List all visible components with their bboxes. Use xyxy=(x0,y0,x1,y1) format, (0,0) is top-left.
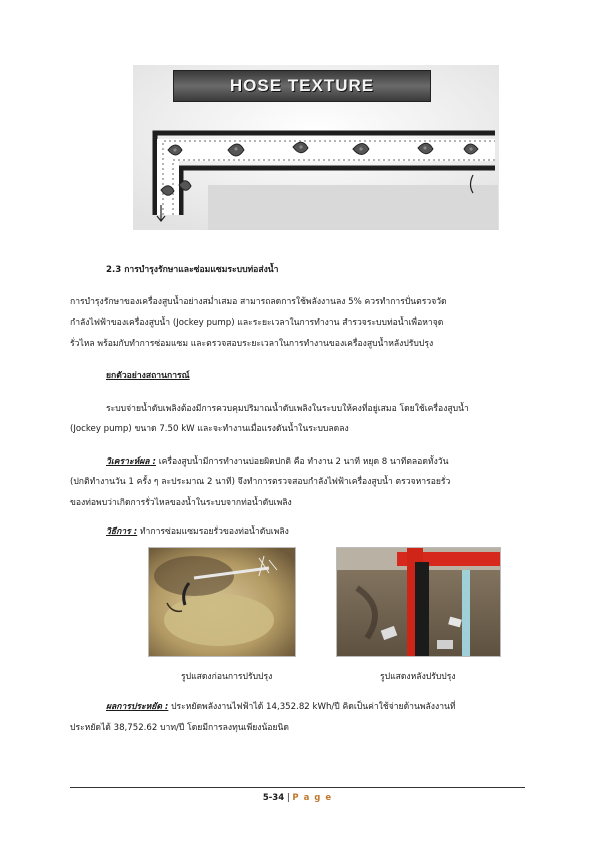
hose-texture-figure xyxy=(133,65,499,230)
footer-divider xyxy=(70,787,525,788)
photo-after-repair xyxy=(336,547,501,657)
analysis-line-1 xyxy=(106,456,448,468)
system-line-1: ระบบจ่ายน้ำดับเพลิงต้องมีการควบคุมปริมาณน้ำดับเพลิงในระบบให้คงที่อยู่เสมอ โดยใช้เครื่องสูบน้ำ xyxy=(106,404,469,414)
result-line-1 xyxy=(106,701,456,713)
example-heading: ยกตัวอย่างสถานการณ์ xyxy=(106,371,190,381)
hose-texture-banner xyxy=(173,70,431,102)
method-label: วิธีการ : xyxy=(106,527,138,537)
hose-texture-title: HOSE TEXTURE xyxy=(229,76,375,95)
system-line-2: (Jockey pump) ขนาด 7.50 kW และจะทำงานเมื่อแรงดันน้ำในระบบลดลง xyxy=(70,424,349,434)
analysis-line-2: (ปกติทำงานวัน 1 ครั้ง ๆ ละประมาณ 2 นาที) จึงทำการตรวจสอบกำลังไฟฟ้าเครื่องสูบน้ำ ตรวจหารอยรั่ว xyxy=(70,477,451,487)
method-text: ทำการซ่อมแซมรอยรั่วของท่อน้ำดับเพลิง xyxy=(139,527,289,537)
page-word: P a g e xyxy=(292,793,333,803)
caption-before: รูปแสดงก่อนการปรับปรุง xyxy=(181,672,273,682)
analysis-label: วิเคราะห์ผล : xyxy=(106,457,156,467)
intro-line-2: กำลังไฟฟ้าของเครื่องสูบน้ำ (Jockey pump) และระยะเวลาในการทำงาน สำรวจระบบท่อน้ำเพื่อหาจุด xyxy=(70,318,444,328)
caption-after: รูปแสดงหลังปรับปรุง xyxy=(380,672,456,682)
page-number: 5-34 xyxy=(262,793,285,803)
result-line-2: ประหยัดได้ 38,752.62 บาท/ปี โดยมีการลงทุนเพียงน้อยนิด xyxy=(70,723,290,733)
intro-line-1: การบำรุงรักษาของเครื่องสูบน้ำอย่างสม่ำเสมอ สามารถลดการใช้พลังงานลง 5% ควรทำการปั่นตรวจวัด xyxy=(70,297,447,307)
section-heading: 2.3 การบำรุงรักษาและซ่อมแซมระบบท่อส่งน้ำ xyxy=(106,265,279,275)
result-label: ผลการประหยัด : xyxy=(106,702,169,712)
photo-before-repair xyxy=(148,547,296,657)
analysis-line-3: ของท่อพบว่าเกิดการรั่วไหลของน้ำในระบบจากท่อน้ำดับเพลิง xyxy=(70,498,292,508)
intro-line-3: รั่วไหล พร้อมกับทำการซ่อมแซม และตรวจสอบระยะเวลาในการทำงานของเครื่องสูบน้ำหลังปรับปรุง xyxy=(70,339,434,349)
method-line xyxy=(106,526,289,538)
footer-separator: | xyxy=(286,793,290,803)
analysis-text-1: เครื่องสูบน้ำมีการทำงานบ่อยผิดปกติ คือ ทำงาน 2 นาที หยุด 8 นาทีตลอดทั้งวัน xyxy=(158,457,449,467)
page-footer xyxy=(0,793,595,803)
result-text-1: ประหยัดพลังงานไฟฟ้าได้ 14,352.82 kWh/ปี คิดเป็นค่าใช้จ่ายด้านพลังงานที่ xyxy=(171,702,456,712)
